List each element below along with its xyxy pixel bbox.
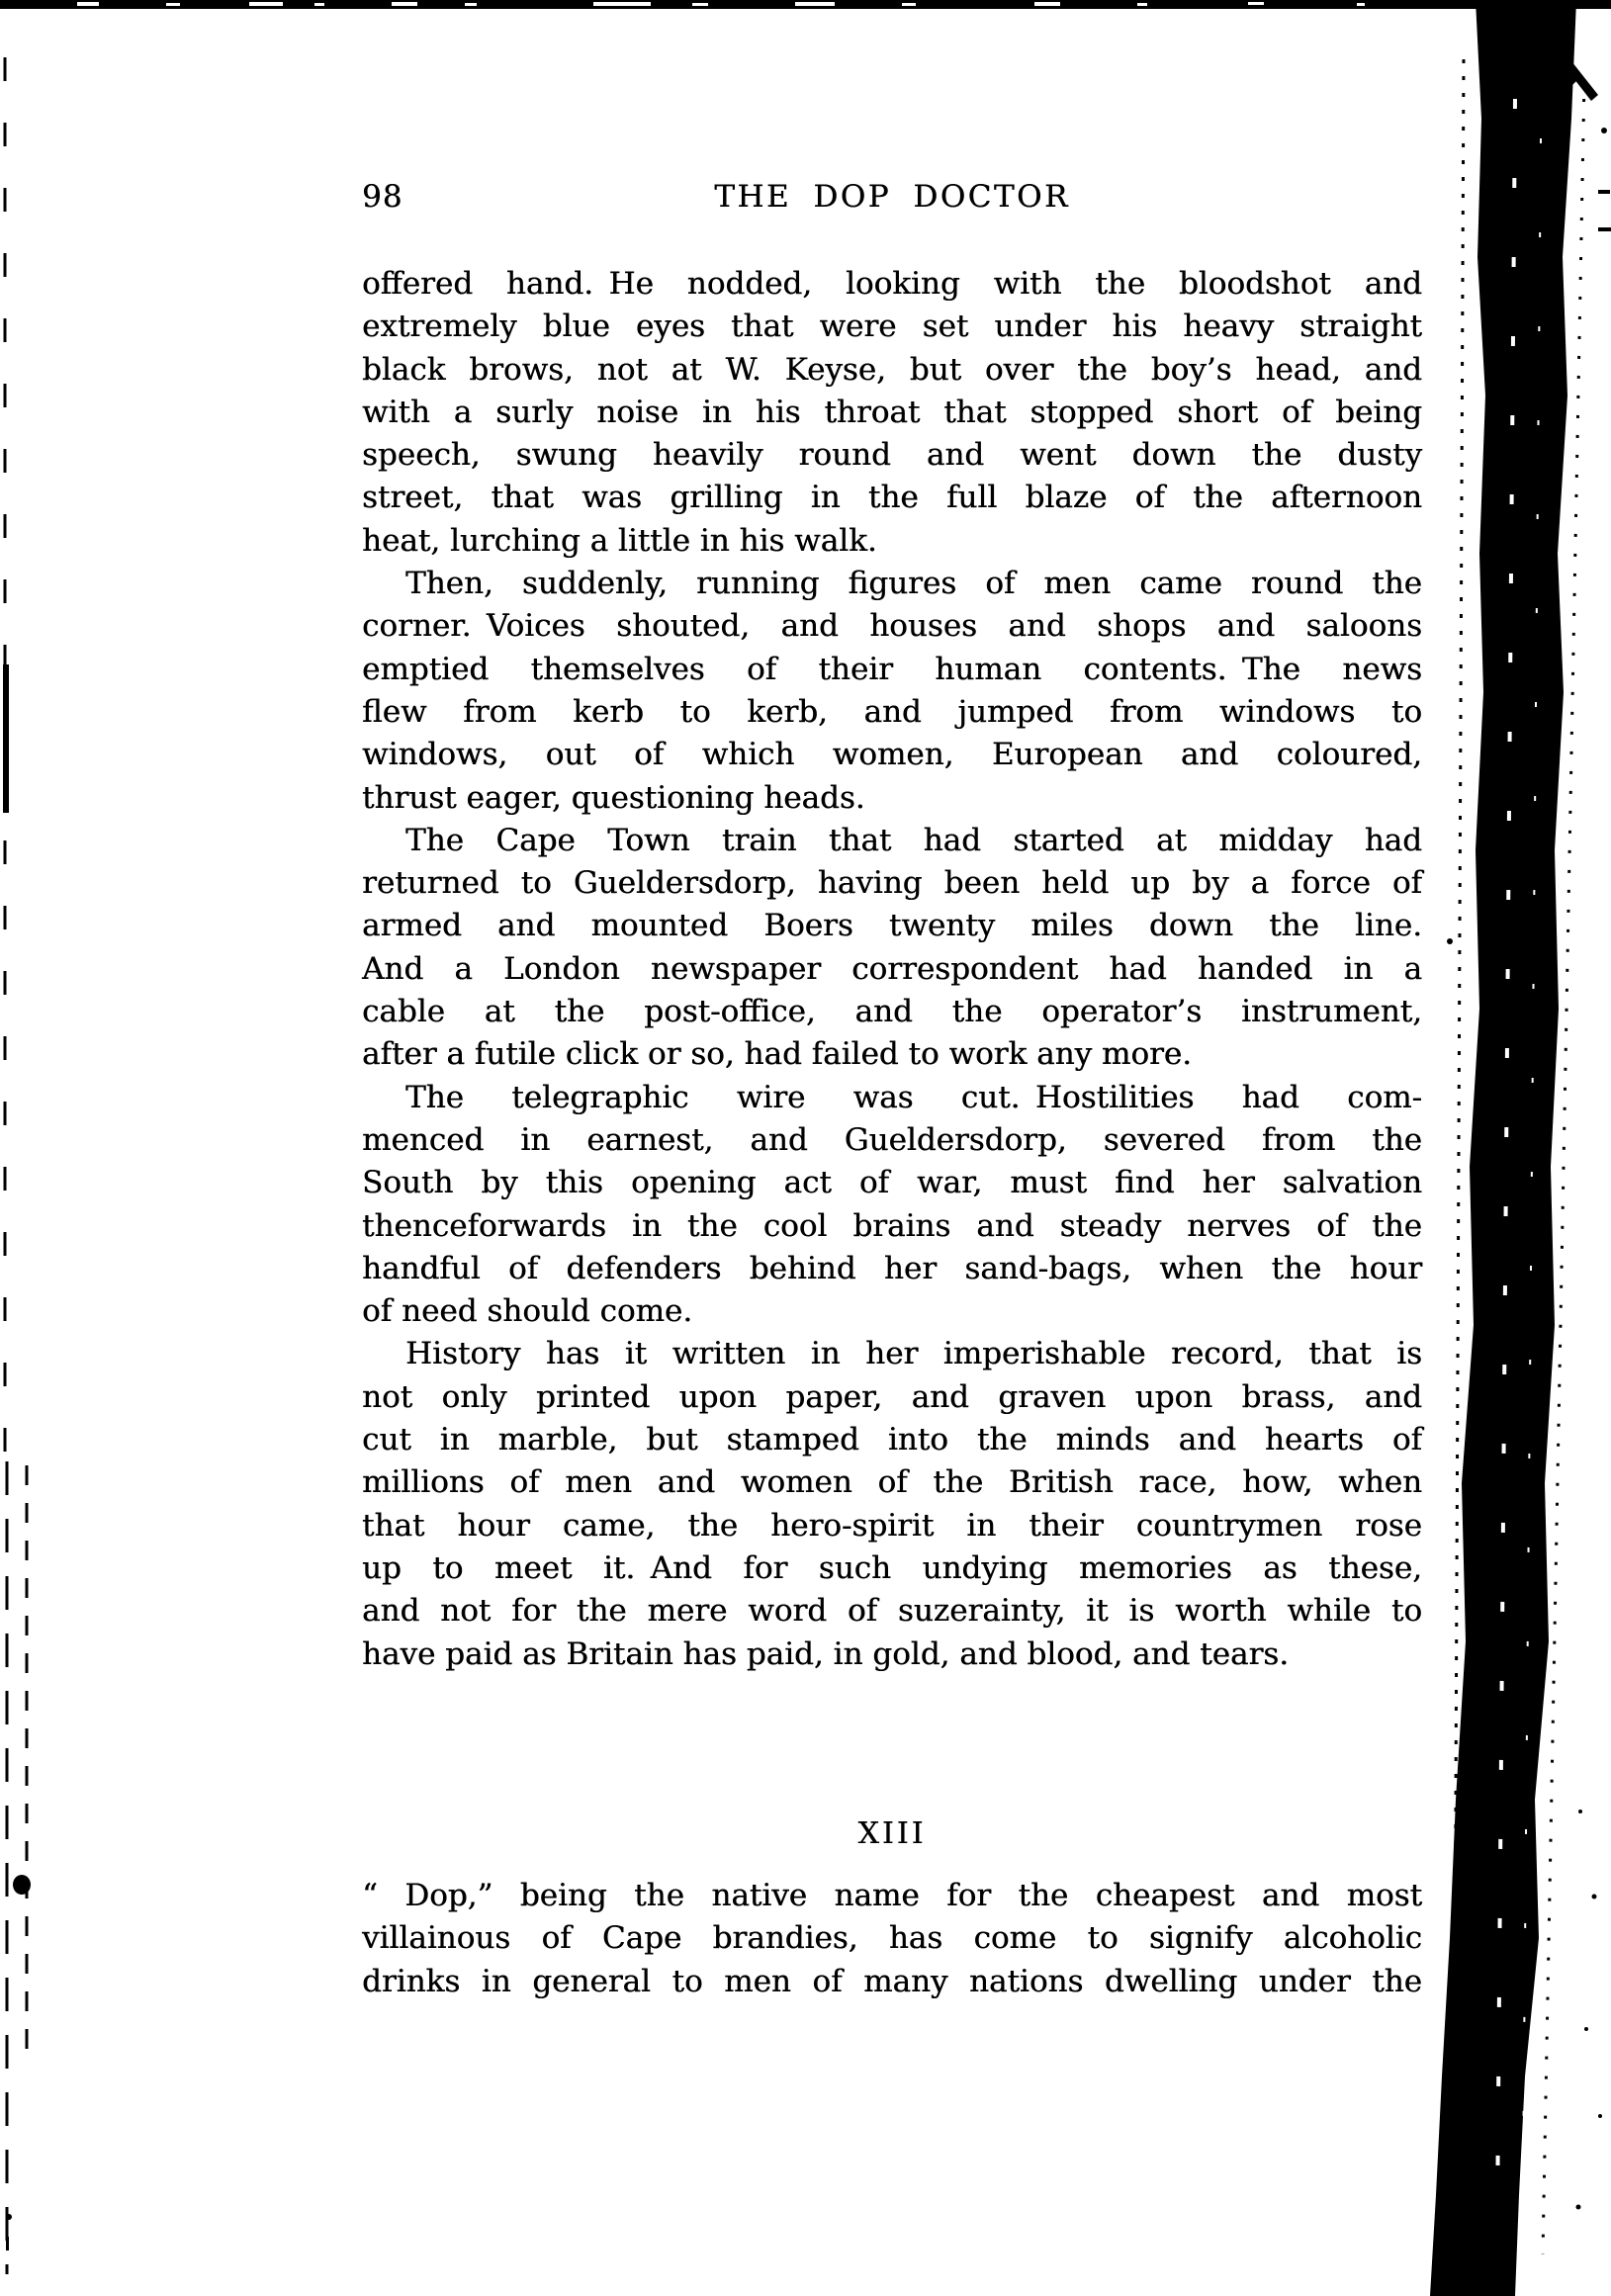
paragraph: [362, 1077, 1422, 1334]
body-text: [362, 263, 1422, 1676]
text-line: not only printed upon paper, and graven upon brass, and: [362, 1378, 1422, 1415]
text-line: corner. Voices shouted, and houses and shops and saloons: [362, 608, 1422, 645]
text-line: speech, swung heavily round and went down the dusty: [362, 437, 1422, 474]
text-line: villainous of Cape brandies, has come to signify alcoholic: [362, 1920, 1422, 1957]
text-line: street, that was grilling in the full blaze of the afternoon: [362, 480, 1422, 516]
text-line: cable at the post-office, and the operator’s instrument,: [362, 994, 1422, 1030]
running-header: [362, 176, 1422, 219]
text-line: millions of men and women of the British race, how, when: [362, 1464, 1422, 1501]
paragraph: [362, 263, 1422, 563]
text-line: windows, out of which women, European and coloured,: [362, 737, 1422, 773]
text-line: after a futile click or so, had failed to work any more.: [362, 1036, 1192, 1073]
paragraph: [362, 1333, 1422, 1675]
text-line: South by this opening act of war, must find her salvation: [362, 1165, 1422, 1201]
chapter-heading: XIII: [857, 1816, 927, 1851]
text-line: armed and mounted Boers twenty miles down the line.: [362, 908, 1422, 944]
scan-gutter-band: [1430, 0, 1611, 2296]
text-line: heat, lurching a little in his walk.: [362, 522, 877, 559]
text-line: “ Dop,” being the native name for the cheapest and most: [362, 1878, 1422, 1913]
text-line: offered hand. He nodded, looking with the bloodshot and: [362, 266, 1422, 302]
text-line: thenceforwards in the cool brains and steady nerves of the: [362, 1207, 1422, 1244]
text-line: up to meet it. And for such undying memories as these,: [362, 1549, 1422, 1586]
text-line: flew from kerb to kerb, and jumped from windows to: [362, 693, 1422, 730]
text-line: cut in marble, but stamped into the minds and hearts of: [362, 1422, 1422, 1458]
text-line: The telegraphic wire was cut. Hostilities had com-: [405, 1079, 1422, 1115]
text-line: drinks in general to men of many nations dwelling under the: [362, 1963, 1422, 1999]
text-line: The Cape Town train that had started at midday had: [405, 822, 1422, 858]
text-line: History has it written in her imperishable record, that is: [405, 1336, 1422, 1372]
scan-left-edge-lines: [3, 57, 31, 2274]
text-line: with a surly noise in his throat that stopped short of being: [362, 394, 1422, 430]
paragraph: [362, 1875, 1422, 2003]
text-line: menced in earnest, and Gueldersdorp, severed from the: [362, 1121, 1422, 1158]
text-line: of need should come.: [362, 1293, 693, 1330]
running-title: THE DOP DOCTOR: [714, 179, 1070, 215]
paragraph: [362, 563, 1422, 820]
text-line: and not for the mere word of suzerainty, it is worth while to: [362, 1593, 1422, 1630]
text-line: And a London newspaper correspondent had handed in a: [362, 950, 1422, 987]
text-line: black brows, not at W. Keyse, but over the boy’s head, and: [362, 351, 1422, 388]
text-line: that hour came, the hero-spirit in their countrymen rose: [362, 1507, 1422, 1544]
text-line: extremely blue eyes that were set under his heavy straight: [362, 309, 1422, 345]
text-line: returned to Gueldersdorp, having been held up by a force of: [362, 865, 1422, 902]
page-number: 98: [362, 179, 403, 215]
text-line: have paid as Britain has paid, in gold, and blood, and tears.: [362, 1635, 1290, 1672]
paragraph: [362, 820, 1422, 1077]
text-line: thrust eager, questioning heads.: [362, 779, 865, 816]
text-line: emptied themselves of their human contents. The news: [362, 651, 1422, 687]
text-line: handful of defenders behind her sand-bags, when the hour: [362, 1250, 1422, 1286]
chapter-opening-text: [362, 1875, 1422, 2003]
text-line: Then, suddenly, running figures of men came round the: [405, 566, 1422, 602]
scan-top-edge-strip: [0, 0, 1611, 9]
